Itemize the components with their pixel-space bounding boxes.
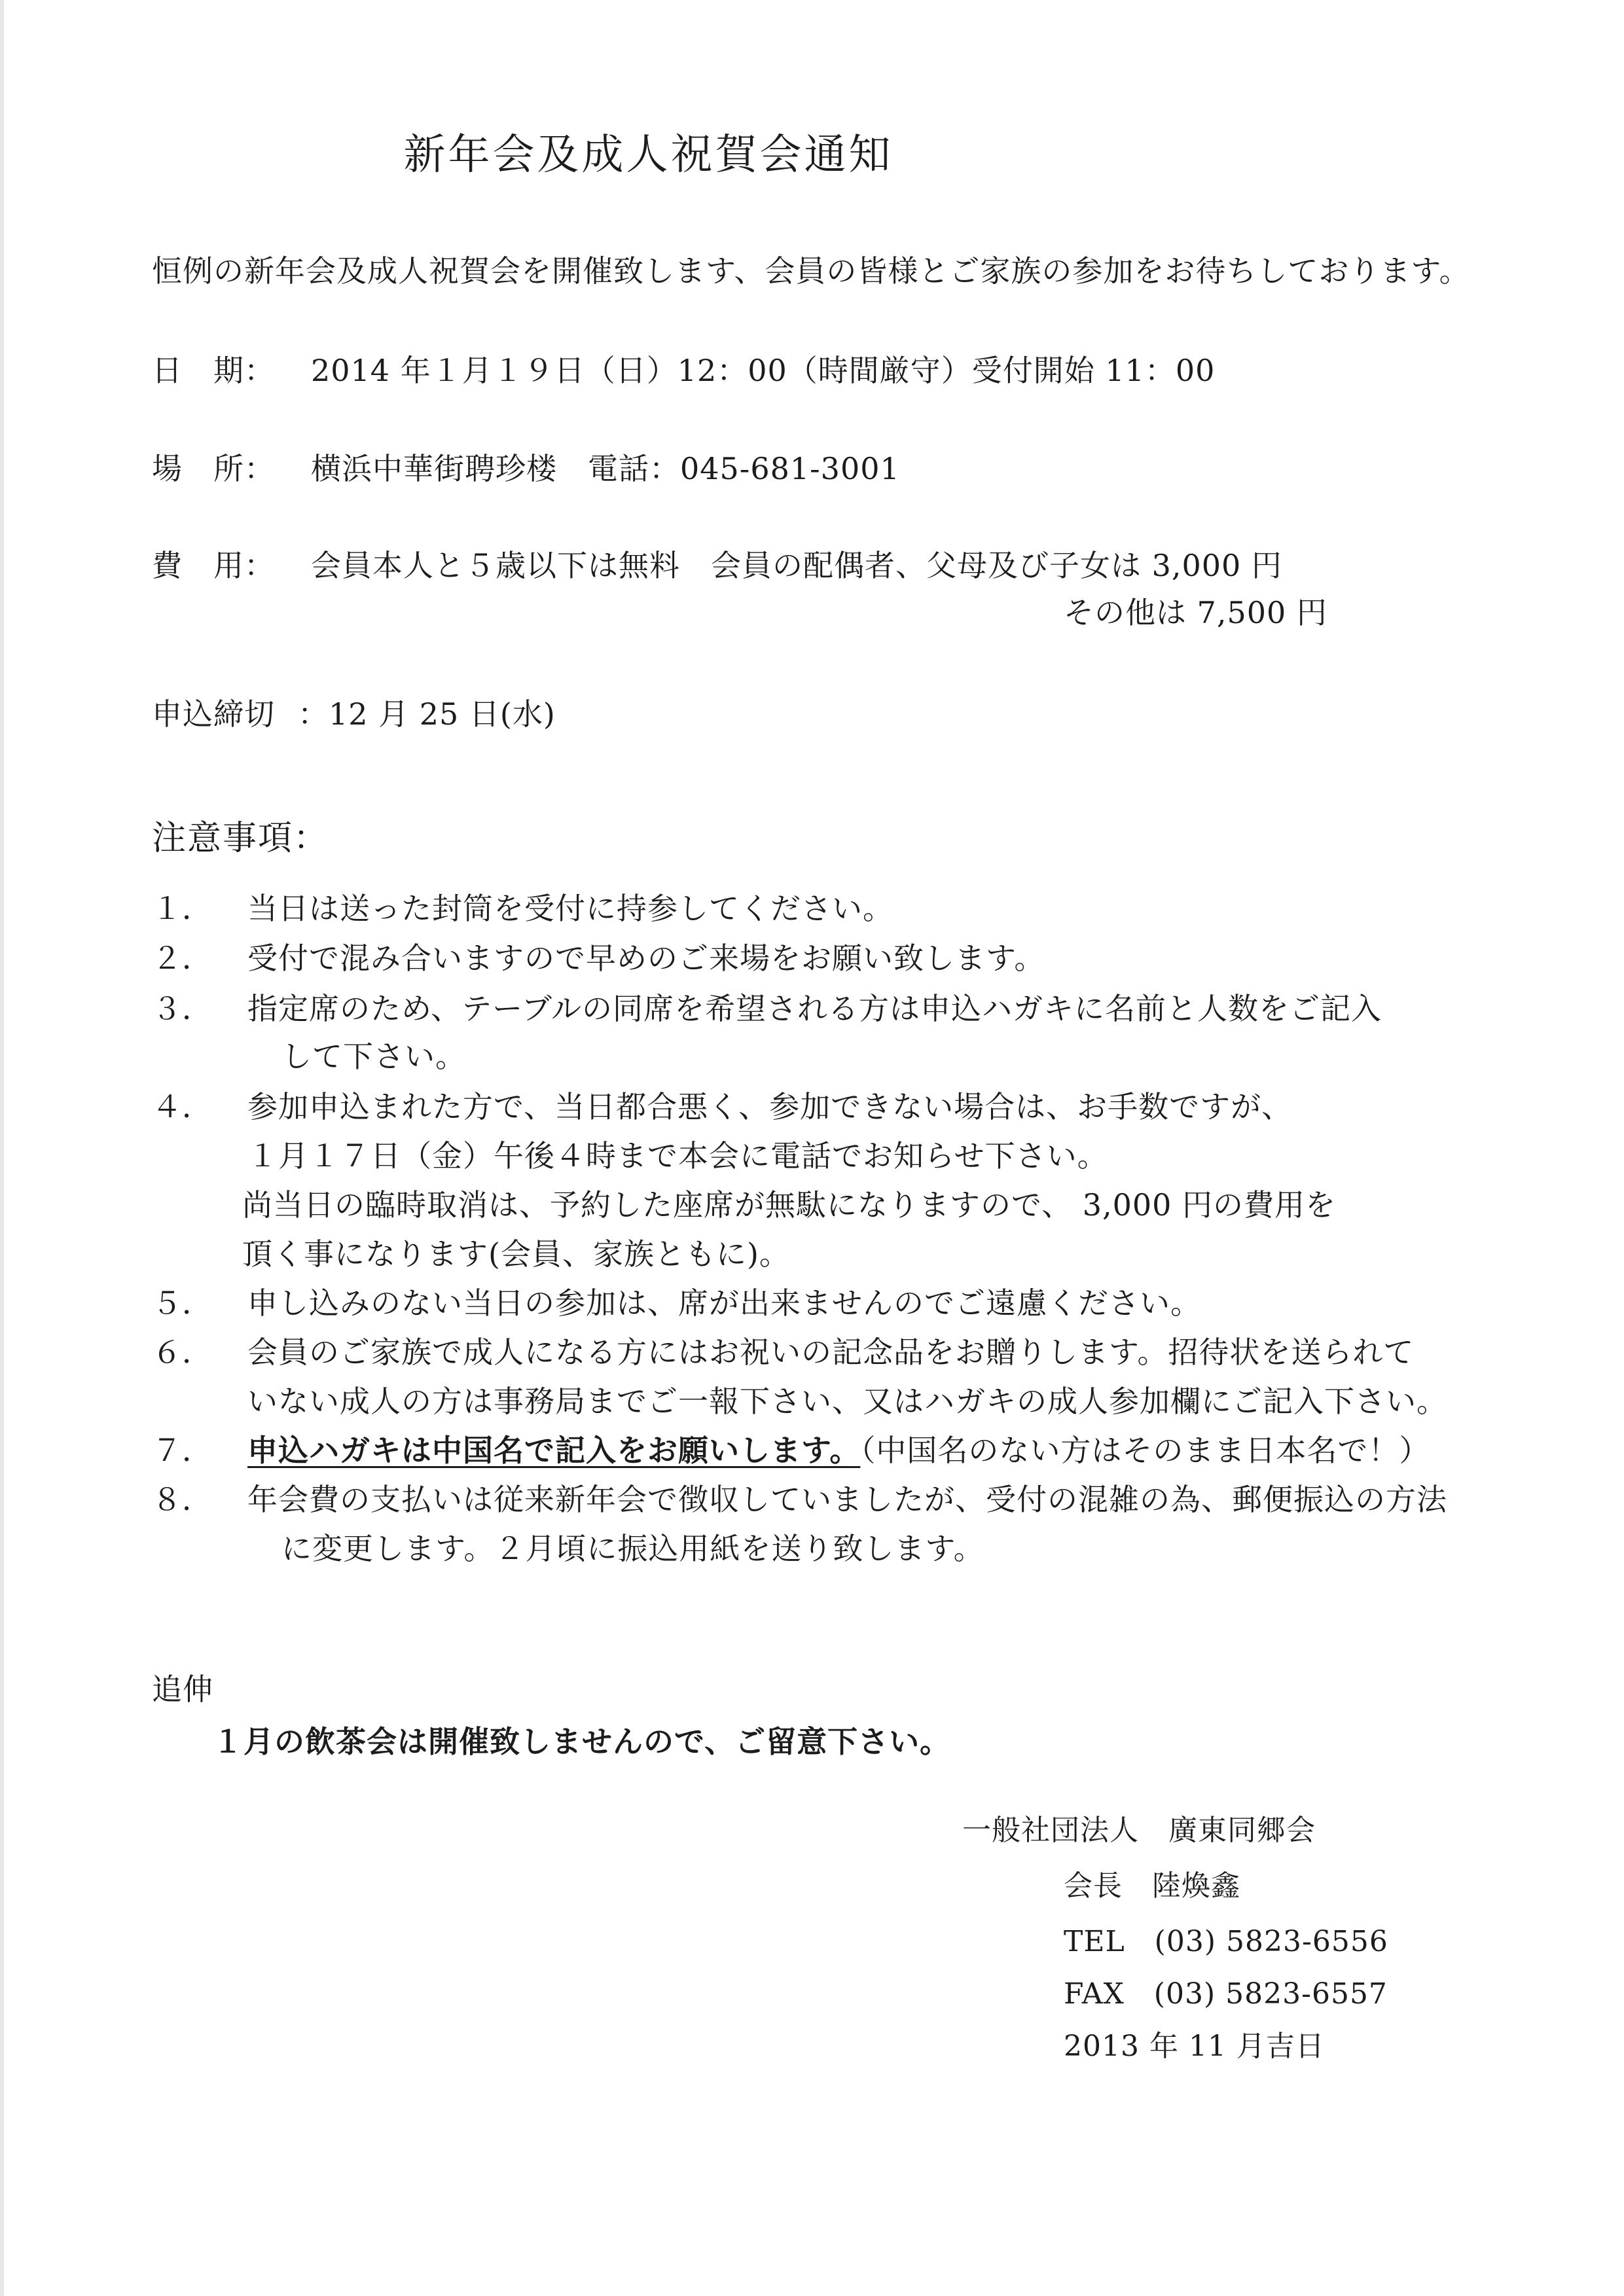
notes-heading: 注意事項：: [152, 819, 329, 858]
note-number: １．: [152, 891, 212, 926]
signature-fax: FAX (03) 5823-6557: [1064, 1977, 1388, 2011]
note-line: 会員のご家族で成人になる方にはお祝いの記念品をお贈りします。招待状を送られて: [247, 1335, 1415, 1370]
fee-value-2: その他は 7,500 円: [1064, 595, 1327, 630]
postscript-text: １月の飲茶会は開催致しませんので、ご留意下さい。: [213, 1724, 951, 1759]
note-number: ４．: [152, 1089, 212, 1124]
signature-president: 会長 陸煥鑫: [1064, 1869, 1240, 1903]
note-line: １月１７日（金）午後４時まで本会に電話でお知らせ下さい。: [247, 1138, 1108, 1174]
place-value: 横浜中華街聘珍楼 電話：045-681-3001: [311, 451, 900, 486]
signature-date: 2013 年 11 月吉日: [1064, 2030, 1325, 2063]
note-line: いない成人の方は事務局までご一報下さい、又はハガキの成人参加欄にご記入下さい。: [247, 1384, 1447, 1419]
note-line: 受付で混み合いますので早めのご来場をお願い致します。: [247, 941, 1045, 976]
note-number: ３．: [152, 991, 212, 1026]
note-line: 当日は送った封筒を受付に持参してください。: [247, 891, 893, 926]
note-line: 申し込みのない当日の参加は、席が出来ませんのでご遠慮ください。: [247, 1285, 1201, 1321]
page-title: 新年会及成人祝賀会通知: [403, 131, 893, 179]
scan-edge: [0, 0, 4, 2296]
place-label: 場 所：: [152, 451, 275, 486]
note-number: ２．: [152, 941, 212, 976]
date-value: 2014 年１月１９日（日）12：00（時間厳守）受付開始 11：00: [311, 353, 1216, 388]
note-rest-text: （中国名のない方はそのまま日本名で！）: [860, 1433, 1430, 1468]
fee-label: 費 用：: [152, 548, 275, 583]
intro-text: 恒例の新年会及成人祝賀会を開催致します、会員の皆様とご家族の参加をお待ちしております。: [152, 253, 1470, 289]
signature-org: 一般社団法人 廣東同郷会: [962, 1814, 1316, 1847]
postscript-label: 追伸: [152, 1672, 213, 1707]
note-line: 年会費の支払いは従来新年会で徴収していましたが、受付の混雑の為、郵便振込の方法: [247, 1482, 1447, 1517]
note-line: 参加申込まれた方で、当日都合悪く、参加できない場合は、お手数ですが、: [247, 1089, 1293, 1124]
note-number: ６．: [152, 1335, 212, 1370]
note-line: 尚当日の臨時取消は、予約した座席が無駄になりますので、 3,000 円の費用を: [242, 1187, 1337, 1223]
note-line: 頂く事になります(会員、家族ともに)。: [242, 1236, 790, 1272]
note-bold-text: 申込ハガキは中国名で記入をお願いします。: [247, 1433, 861, 1468]
note-line-7: [247, 1427, 1430, 1470]
note-line: に変更します。２月頃に振込用紙を送り致します。: [281, 1531, 984, 1566]
signature-tel: TEL (03) 5823-6556: [1064, 1925, 1388, 1958]
deadline-label: 申込締切: [152, 696, 275, 732]
note-line: して下さい。: [281, 1039, 466, 1074]
date-label: 日 期：: [152, 353, 275, 388]
note-number: ５．: [152, 1285, 212, 1321]
note-line: 指定席のため、テーブルの同席を希望される方は申込ハガキに名前と人数をご記入: [247, 991, 1382, 1026]
deadline-value: ：12 月 25 日(水): [298, 696, 556, 732]
note-number: ８．: [152, 1482, 212, 1517]
note-number: ７．: [152, 1433, 212, 1468]
fee-value-1: 会員本人と５歳以下は無料 会員の配偶者、父母及び子女は 3,000 円: [311, 548, 1282, 583]
